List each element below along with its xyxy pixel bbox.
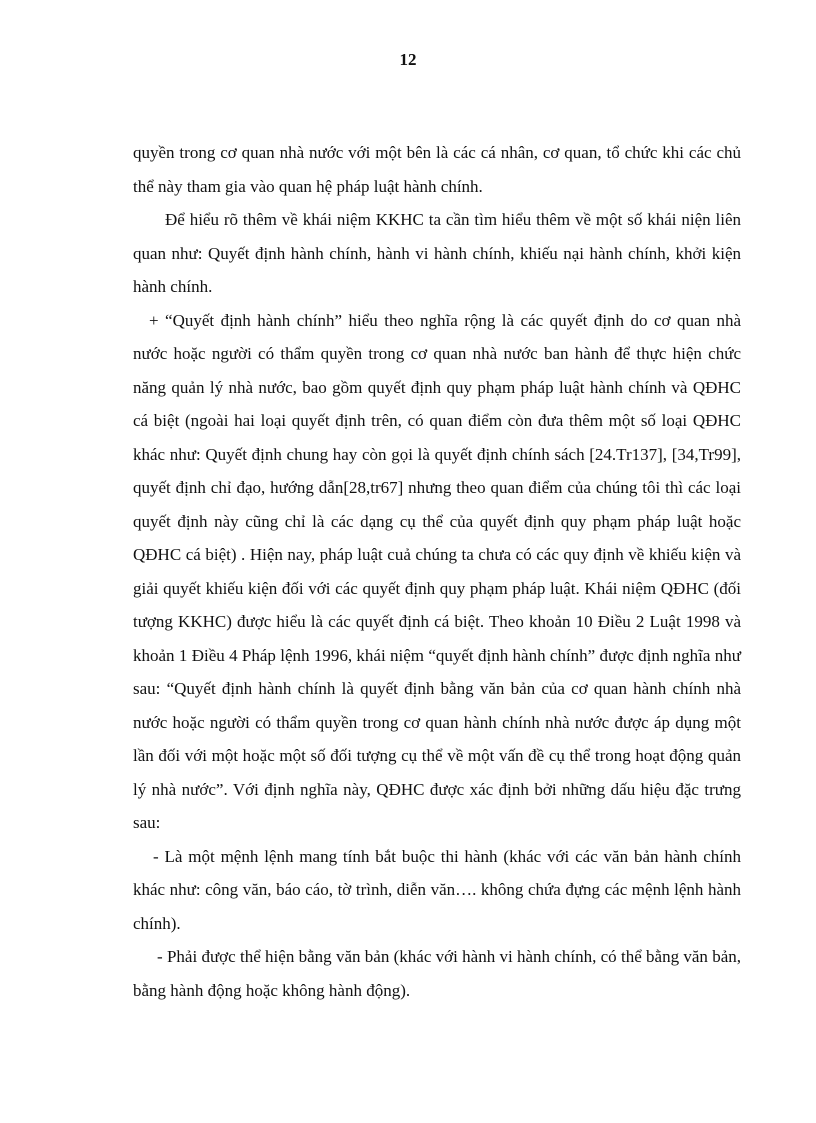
paragraph-written-form: - Phải được thể hiện bằng văn bản (khác với hành vi hành chính, có thể bằng văn bản, bằng hành động hoặc không hành động). [133,947,741,1000]
paragraph-continuation: quyền trong cơ quan nhà nước với một bên là các cá nhân, cơ quan, tổ chức khi các chủ thể này tham gia vào quan hệ pháp luật hành chính. [133,143,741,196]
paragraph-related-concepts: Để hiểu rõ thêm về khái niệm KKHC ta cần tìm hiểu thêm về một số khái niện liên quan như: Quyết định hành chính, hành vi hành chính, khiếu nại hành chính, khởi kiện hành chính. [133,210,741,296]
paragraph-mandatory-order: - Là một mệnh lệnh mang tính bắt buộc thi hành (khác với các văn bản hành chính khác như: công văn, báo cáo, tờ trình, diễn văn…. không chứa đựng các mệnh lệnh hành chính). [133,846,741,933]
paragraph-administrative-decision: + “Quyết định hành chính” hiểu theo nghĩa rộng là các quyết định do cơ quan nhà nước hoặc người có thẩm quyền trong cơ quan nhà nước ban hành để thực hiện chức năng quản lý nhà nước, bao gồm quyết định quy phạm pháp luật hành chính và QĐHC cá biệt (ngoài hai loại quyết định trên, có quan điểm còn đưa thêm một số loại QĐHC khác như: Quyết định chung hay còn gọi là quyết định chính sách [24.Tr137], [34,Tr99], quyết định chỉ đạo, hướng dẫn[28,tr67] nhưng theo quan điểm của chúng tôi thì các loại quyết định này cũng chỉ là các dạng cụ thể của quyết định quy phạm pháp luật hoặc QĐHC cá biệt) . Hiện nay, pháp luật cuả chúng ta chưa có các quy định về khiếu kiện và giải quyết khiếu kiện đối với các quyết định quy phạm pháp luật. Khái niệm QĐHC (đối tượng KKHC) được hiểu là các quyết định cá biệt. Theo khoản 10 Điều 2 Luật 1998 và khoản 1 Điều 4 Pháp lệnh 1996, khái niệm “quyết định hành chính” được định nghĩa như sau: “Quyết định hành chính là quyết định bằng văn bản của cơ quan hành chính nhà nước hoặc người có thẩm quyền trong cơ quan hành chính nhà nước được áp dụng một lần đối với một hoặc một số đối tượng cụ thể về một vấn đề cụ thể trong hoạt động quản lý nhà nước”. Với định nghĩa này, QĐHC được xác định bởi những dấu hiệu đặc trưng sau: [133,310,741,832]
page-number: 12 [399,50,417,69]
document-body [133,136,741,1007]
